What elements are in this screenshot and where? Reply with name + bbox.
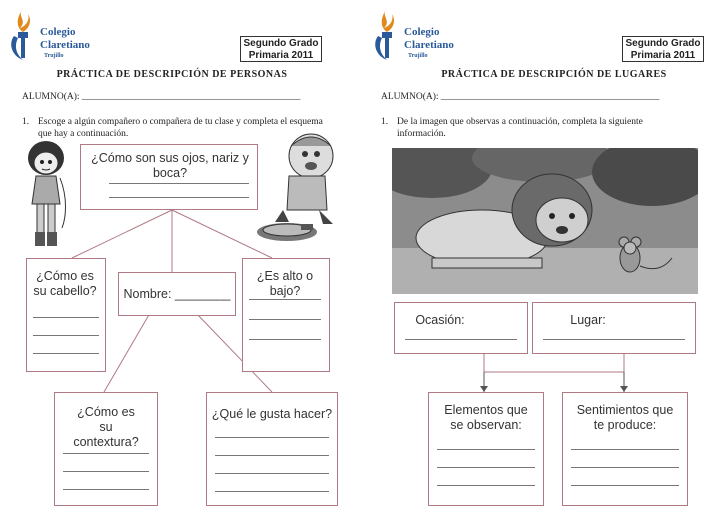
- place-box: [532, 302, 696, 354]
- grade-line1: Segundo Grado: [625, 38, 701, 49]
- answer-line[interactable]: [33, 353, 99, 354]
- answer-line[interactable]: [33, 317, 99, 318]
- height-label: ¿Es alto o bajo?: [256, 269, 314, 298]
- scene-illustration: [392, 148, 698, 294]
- answer-line[interactable]: [437, 485, 535, 486]
- height-box: [242, 258, 330, 372]
- grade-line1: Segundo Grado: [243, 38, 319, 49]
- school-name-1: Colegio: [40, 26, 76, 38]
- answer-line[interactable]: [405, 339, 517, 340]
- feelings-label: Sentimientos que te produce:: [576, 403, 674, 432]
- name-box: [118, 272, 236, 316]
- build-label: ¿Cómo es su contextura?: [73, 405, 139, 449]
- elements-box: [428, 392, 544, 506]
- grade-line2: Primaria 2011: [630, 50, 696, 61]
- answer-line[interactable]: [215, 473, 329, 474]
- page-title: PRÁCTICA DE DESCRIPCIÓN DE PERSONAS: [56, 69, 288, 80]
- answer-line[interactable]: [63, 489, 149, 490]
- instruction-text: De la imagen que observas a continuación, completa la siguiente información.: [397, 117, 643, 139]
- eyes-label: ¿Cómo son sus ojos, nariz y boca?: [91, 151, 249, 180]
- lion-mouse-scene: [392, 148, 698, 294]
- hair-label: ¿Cómo es su cabello?: [33, 269, 97, 298]
- school-city: Trujillo: [408, 53, 428, 59]
- grade-line2: Primaria 2011: [248, 50, 314, 61]
- answer-line[interactable]: [249, 339, 321, 340]
- student-name-field[interactable]: ALUMNO(A): ______________________________________________: [381, 92, 660, 102]
- page-title: PRÁCTICA DE DESCRIPCIÓN DE LUGARES: [441, 69, 667, 80]
- school-name-1: Colegio: [404, 26, 440, 38]
- answer-line[interactable]: [33, 335, 99, 336]
- eyes-box: [80, 144, 258, 210]
- answer-line[interactable]: [215, 491, 329, 492]
- name-label: Nombre: ________: [123, 287, 231, 301]
- school-name-2: Claretiano: [404, 39, 454, 51]
- instruction: [381, 116, 681, 140]
- item-number: 1.: [22, 117, 30, 127]
- answer-line[interactable]: [249, 299, 321, 300]
- occasion-box: [394, 302, 528, 354]
- answer-line[interactable]: [63, 471, 149, 472]
- answer-line[interactable]: [109, 197, 249, 198]
- torch-icon: [370, 6, 404, 64]
- answer-line[interactable]: [571, 485, 679, 486]
- hair-box: [26, 258, 106, 372]
- school-city: Trujillo: [44, 53, 64, 59]
- answer-line[interactable]: [215, 437, 329, 438]
- answer-line[interactable]: [437, 467, 535, 468]
- grade-box: [622, 36, 704, 62]
- school-logo: [370, 6, 490, 66]
- answer-line[interactable]: [571, 467, 679, 468]
- answer-line[interactable]: [215, 455, 329, 456]
- place-label: Lugar:: [570, 313, 606, 327]
- answer-line[interactable]: [571, 449, 679, 450]
- answer-line[interactable]: [437, 449, 535, 450]
- elements-label: Elementos que se observan:: [444, 403, 528, 432]
- likes-box: [206, 392, 338, 506]
- school-name-2: Claretiano: [40, 39, 90, 51]
- answer-line[interactable]: [249, 319, 321, 320]
- answer-line[interactable]: [543, 339, 685, 340]
- occasion-label: Ocasión:: [415, 313, 465, 327]
- likes-label: ¿Qué le gusta hacer?: [211, 407, 333, 421]
- answer-line[interactable]: [63, 453, 149, 454]
- instruction-text: Escoge a algún compañero o compañera de tu clase y completa el esquema que hay a continuación.: [38, 117, 323, 139]
- build-box: [54, 392, 158, 506]
- answer-line[interactable]: [109, 183, 249, 184]
- student-name-field[interactable]: ALUMNO(A): ______________________________________________: [22, 92, 301, 102]
- feelings-box: [562, 392, 688, 506]
- item-number: 1.: [381, 117, 389, 127]
